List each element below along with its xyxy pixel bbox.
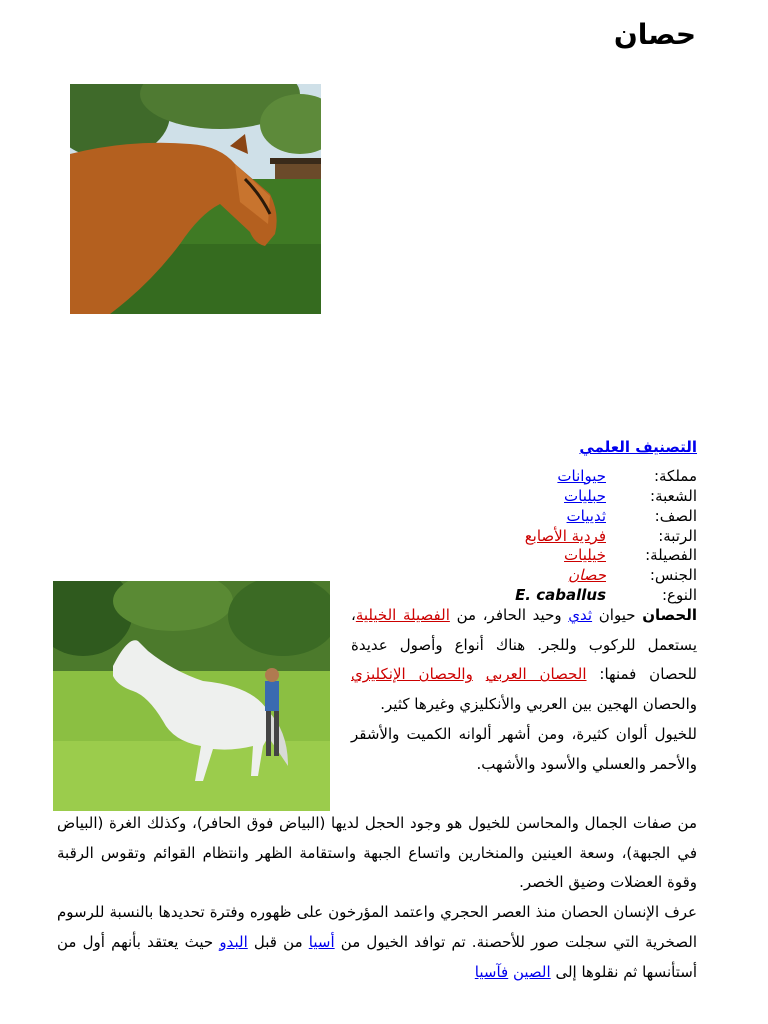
term-horse: الحصان: [642, 606, 697, 624]
link-mammal[interactable]: ثدي: [568, 606, 593, 624]
link-english-horse[interactable]: والحصان الإنكليزي: [351, 665, 473, 684]
link-arabian-horse[interactable]: الحصان العربي: [485, 665, 587, 684]
link-asia[interactable]: أسيا: [308, 932, 335, 951]
link-equidae[interactable]: الفصيلة الخيلية: [355, 606, 450, 624]
taxonomy-heading[interactable]: التصنيف العلمي: [579, 438, 697, 456]
link-bedouin[interactable]: البدو: [219, 932, 248, 951]
species-value: E. caballus: [515, 586, 606, 604]
link-kingdom[interactable]: حيوانات: [557, 467, 606, 485]
white-horse-photo: [53, 581, 330, 811]
link-order[interactable]: فردية الأصابع: [524, 527, 606, 545]
link-asia-2[interactable]: فآسيا: [474, 962, 509, 981]
link-class[interactable]: ثدييات: [566, 507, 606, 525]
link-phylum[interactable]: حبليات: [564, 487, 606, 505]
page-title: حصان: [613, 18, 696, 51]
chestnut-horse-photo: [70, 84, 321, 314]
link-genus[interactable]: حصان: [568, 566, 606, 584]
link-family[interactable]: خيليات: [564, 546, 606, 564]
intro-paragraph: الحصان حيوان ثدي وحيد الحافر، من الفصيلة الخيلية، يستعمل للركوب وللجر. هناك أنواع وأصول عديدة للحصان فمنها: الحصان العربي والحصان الإنكليزي والحصان الهجين بين العربي والأنكليزي وغيرها كثير. للخيول ألوان كثيرة، ومن أشهر ألوانه الكميت والأشقر والأحمر والعسلي والأسود والأشهب.: [351, 606, 697, 773]
link-china[interactable]: الصين: [512, 962, 551, 981]
body-paragraph: من صفات الجمال والمحاسن للخيول هو وجود الحجل لديها (البياض فوق الحافر)، وكذلك الغرة (البياض في الجبهة)، وسعة العينين والمنخارين واتساع الجبهة واستقامة الظهر وانتظام القوائم وتقوس الرقبة وقوة العضلات وضيق الخصر. عرف الإنسان الحصان منذ العصر الحجري واعتمد المؤرخون على ظهوره وفترة تحديدها بالنسبة للرسوم الصخرية التي سجلت صور للأحصنة. تم توافد الخيول من أسيا من قبل البدو حيث يعتقد بأنهم أول من أستأنسها ثم نقلوها إلى الصين فآسيا: [57, 814, 697, 981]
